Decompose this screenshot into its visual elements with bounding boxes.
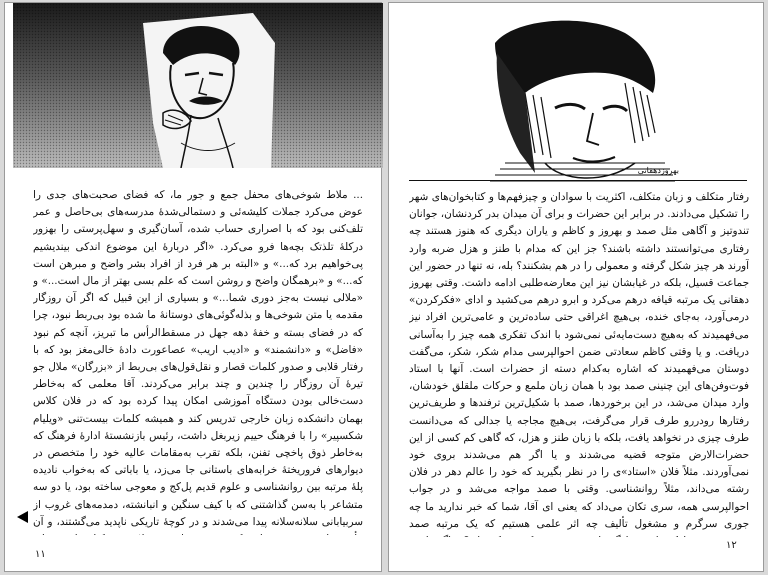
left-paragraph-1: ... ملاط شوخی‌های محفل جمع و جور ما، که فضای صحبت‌های جدی را عوض می‌کرد جملات کلیشه‌ئی و دستمالی‌شدهٔ مدرسه‌های بی‌حاصل و عمر تلف‌کنی بود که با اصراری حساب شده، آسان‌گیری و سهل‌پرستی را بهزور درکلهٔ تلذتک بچه‌ها فرو می‌کرد. «اگر دربارهٔ این موضوع اندکی بیندیشیم پی‌خواهیم برد که...» و «البته بر هر فرد از افراد بشر واضح و مبرهن است که...» و «برهمگان واضح و روشن است که علم بسی بهتر از مال است...» و «ملالی نیست به‌جز دوری شما...» و بسیاری از این قبیل که اگر آن روزگار مقدمه یا متن شوخی‌ها و بذله‌گوئی‌های دوستانهٔ ما شده بود بی‌ربط نبود، چرا که در فضای بسته و خفهٔ دهه جهل در مسقط‌الرأس ما تبریز، آنچه کم نبود «فاضل» و «دانشمند» و «ادیب اریب» عصاعورت دادهٔ خالی‌مغز بود که با رفتار قلابی و صدور کلمات قصار و نقل‌قول‌های بی‌ربط از «بزرگان» ملال جو تیرهٔ آن روزگار را چندین و چند برابر می‌کردند. آقا معلمی که به‌خاطر دست‌خالی بودن دستگاه آموزشی امکان پیدا کرده بود که در فلان کلاس بهمان دانشکده زبان خارجی تدریس کند و همیشه کلمات بیست‌تنی «ویلیام شکسپیر» را با فرهنگ حییم زیربغل داشت، رئیس بازنشستهٔ ادارهٔ فرهنگ که به‌خاطر ذوق پاخچی تفنن، بلکه تقرب به‌مقامات عالیه خود را متخصص در دیوارهای فروریختهٔ خرابه‌های باستانی جا می‌زد، یا باباتی که به‌خواب نادیده پلهٔ مرتبه بین روانشناسی و علوم قدیم پل‌کج و معوجی ساخته بود، یا دو سه متشاعر با به‌سن گذاشتنی که با کیف سنگین و انبانشته، دمدمه‌های غروب از سربیابانی سلانه‌سلانه پیدا می‌شدند و در کوچهٔ تاریکی ناپدید می‌گشتند، و آن <box>33 189 363 528</box>
right-paragraph-1: رفتار متکلف و زبان متکلف، اکثریت با سوادان و چیزفهم‌ها و کتابخوان‌های شهر را تشکیل می‌دادند. در برابر این حضرات و برای آن میدان بدر کردنشان، جوانان تندوتیز و آگاهی مثل صمد و بهروز و کاظم و یاران دیگری که هنوز هستند چه رفتاری می‌توانستند داشته باشند؟ جز این که مدام با طنز و هزل ضربه وارد آورند هر چیز شکل گرفته و معمولی را در هم بشکنند؟ بله، نه تنها در حضور این جماعت قسیل، بلکه در غیابشان نیز این معارضه‌طلبی ادامه داشت. وقتی بهروز دهقانی یک مرتبه قیافه درهم می‌کرد و ابرو درهم می‌کشید و ادای «فکرکردن» درمی‌آورد، به‌جای خنده، بی‌هیچ اغراقی حتی ساده‌ترین و عامی‌ترین افراد نیز می‌فهمیدند که به‌هیچ دست‌مایه‌ئی نمی‌شود با اندک تفکری همه چیز را به‌آسانی دریافت. و یا وقتی کاظم سعادتی ضمن احوالپرسی مدام شکر، شکر، می‌گفت دوستان می‌فهمیدند که اشاره به‌کدام دسته از حضرات است. آنها با استاد فوت‌وفن‌های این چنینی صمد بود با همان زبان ملمع و حرکات ملقلق خودشان، وارد میدان می‌شد، در این برخوردها، صمد با شکیل‌ترین ترفندها و طریف‌ترین رفتارها رودررو طرف قرار می‌گرفت، بی‌هیچ مجاجه یا جدالی که می‌دانست طرف چیزی در نخواهد یافت، بلکه با زبان طنز و هزل، که گاهی کم کسی از این حضرات‌الارض متوجه قضیه می‌شدند و یا اگر هم می‌شدند بروی خود نمی‌آوردند. مثلاً فلان «استاد»ی را در نظر بگیرید که خود را عالم دهر در فلان رشته می‌داند، مثلاً روانشناسی. وقتی با صمد مواجه می‌شد و در جواب احوالپرسی همه، سری تکان می‌داد که یعنی ای آقا، شما که خبر ندارید ما چه جوری سرگرم و مشغول تألیف چه اثر علمی هستیم که یک مرتبه صمد <box>409 191 749 530</box>
right-page <box>388 2 764 572</box>
left-page <box>4 2 382 572</box>
portrait-photo-right <box>475 13 675 185</box>
previous-page-arrow-icon[interactable] <box>17 511 28 523</box>
caption-divider <box>409 180 747 181</box>
left-page-text <box>33 187 363 535</box>
left-page-number: ۱۱ <box>35 549 46 560</box>
right-page-text <box>409 189 749 537</box>
photo-caption: بهروزدهقانی <box>637 166 679 175</box>
portrait-drawing-icon <box>13 3 383 168</box>
portrait-photo-left <box>13 3 383 168</box>
portrait-drawing-icon <box>475 13 675 185</box>
right-page-number: ۱۲ <box>726 540 737 551</box>
